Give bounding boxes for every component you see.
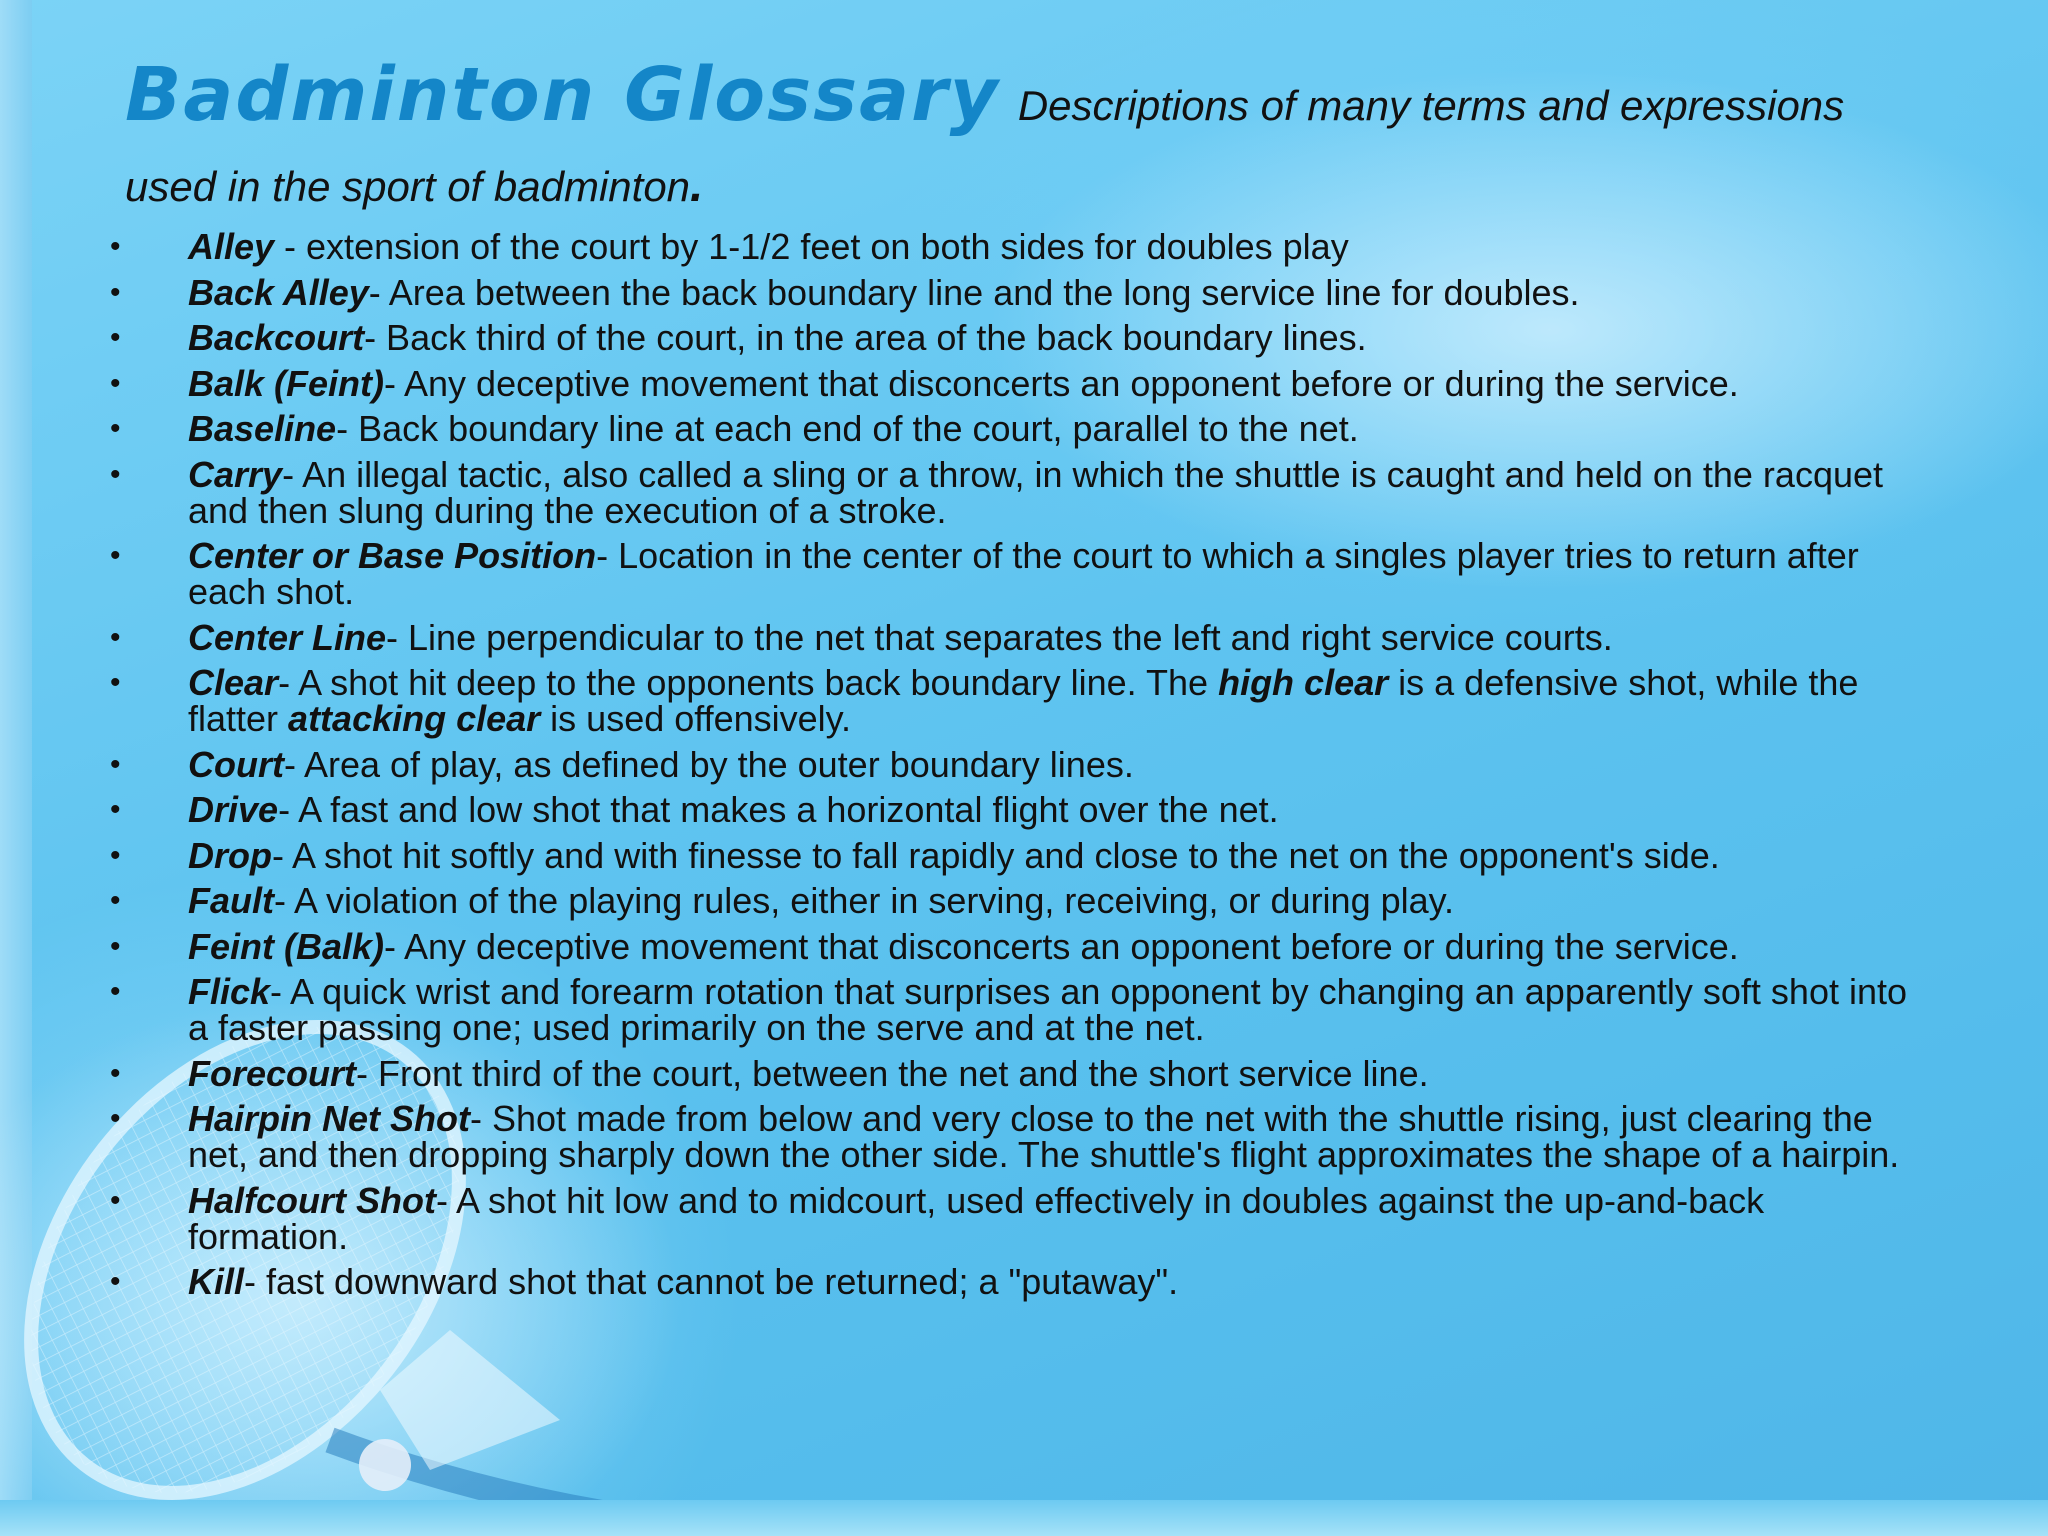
subtitle-part-2: used in the sport of badminton [125, 163, 691, 210]
bullet-icon: • [110, 412, 121, 445]
term-label: Center Line [188, 616, 387, 658]
bullet-icon: • [110, 1056, 121, 1090]
glossary-item-alley [110, 226, 1930, 267]
term-definition: - Shot made from below and very close to the net with the shuttle rising, just clearing the net, and then dropping sharply down the other side. The shuttle's flight approximates the shape of a hairpin. [188, 1098, 1900, 1175]
term-definition: - A quick wrist and forearm rotation that surprises an opponent by changing an apparently soft shot into a faster passing one; used primarily on the serve and at the net. [188, 971, 1908, 1048]
bullet-icon: • [110, 838, 121, 872]
glossary-item-center-position [110, 535, 1930, 612]
term-definition: - A fast and low shot that makes a horizontal flight over the net. [278, 789, 1279, 830]
bullet-icon: • [110, 321, 121, 354]
bullet-icon: • [110, 1183, 121, 1217]
bullet-icon: • [110, 975, 121, 1008]
term-label: Drop [188, 834, 272, 876]
bullet-icon: • [110, 929, 121, 963]
term-definition: - An illegal tactic, also called a sling or a throw, in which the shuttle is caught and held on the racquet and then slung during the execution of a stroke. [188, 453, 1884, 531]
glossary-item-back-alley [110, 271, 1930, 313]
bullet-icon: • [110, 793, 121, 826]
glossary-item-feint [110, 925, 1930, 967]
bullet-icon: • [110, 884, 121, 917]
glossary-item-halfcourt-shot [110, 1179, 1930, 1257]
term-label: Backcourt [188, 317, 365, 358]
glossary-item-balk [110, 362, 1930, 404]
term-label: Alley [188, 226, 275, 267]
term-definition: - Back third of the court, in the area of the back boundary lines. [364, 317, 1367, 358]
glossary-list [110, 226, 1930, 1310]
term-definition-mid: is a defensive shot, while the flatter [188, 662, 1859, 739]
bullet-icon: • [110, 275, 121, 309]
bullet-icon: • [110, 366, 121, 400]
term-definition: - Area between the back boundary line and the long service line for doubles. [368, 271, 1580, 313]
term-label: Court [188, 743, 284, 785]
page-title: Badminton Glossary [125, 52, 1000, 138]
term-definition: - Location in the center of the court to which a singles player tries to return after each shot. [188, 535, 1859, 612]
term-label: Fault [188, 880, 274, 921]
bullet-icon: • [110, 230, 121, 263]
glossary-item-fault [110, 880, 1930, 921]
glossary-item-carry [110, 453, 1930, 531]
bullet-icon: • [110, 666, 121, 699]
term-definition: - Line perpendicular to the net that separates the left and right service courts. [386, 616, 1613, 658]
bullet-icon: • [110, 539, 121, 572]
term-label: Forecourt [188, 1052, 357, 1094]
glossary-item-center-line [110, 616, 1930, 658]
term-definition: - Any deceptive movement that disconcerts an opponent before or during the service. [384, 925, 1739, 967]
bullet-icon: • [110, 1265, 121, 1298]
bullet-icon: • [110, 620, 121, 654]
subtitle-part-1: Descriptions of many terms and expressions [1017, 82, 1845, 129]
term-definition: - Any deceptive movement that disconcerts an opponent before or during the service. [384, 362, 1739, 404]
term-label: Flick [188, 971, 271, 1012]
glossary-item-backcourt [110, 317, 1930, 358]
term-label: Hairpin Net Shot [188, 1098, 471, 1139]
glossary-item-flick [110, 971, 1930, 1048]
glossary-item-kill [110, 1261, 1930, 1302]
term-label: Feint (Balk) [188, 925, 385, 967]
term-definition: - A shot hit softly and with finesse to fall rapidly and close to the net on the opponent's side. [272, 834, 1720, 876]
title-line [125, 52, 1945, 138]
glossary-item-drop [110, 834, 1930, 876]
term-label: Back Alley [188, 271, 369, 313]
subtitle-period: . [690, 159, 704, 212]
term-definition: - A shot hit low and to midcourt, used effectively in doubles against the up-and-back formation. [188, 1179, 1765, 1257]
term-highlight-high-clear: high clear [1218, 662, 1389, 703]
term-definition: - A shot hit deep to the opponents back boundary line. The [278, 662, 1219, 703]
term-definition: - extension of the court by 1-1/2 feet on both sides for doubles play [274, 226, 1349, 267]
term-definition: - Front third of the court, between the net and the short service line. [356, 1052, 1429, 1094]
term-label: Kill [188, 1261, 245, 1302]
term-definition: - A violation of the playing rules, either in serving, receiving, or during play. [274, 880, 1454, 921]
bullet-icon: • [110, 457, 121, 491]
subtitle-part-2-line [125, 158, 1945, 213]
term-label: Balk (Feint) [188, 362, 385, 404]
term-label: Baseline [188, 408, 337, 449]
term-label: Carry [188, 453, 283, 495]
glossary-item-drive [110, 789, 1930, 830]
glossary-item-hairpin-net-shot [110, 1098, 1930, 1175]
term-definition: - Area of play, as defined by the outer boundary lines. [283, 743, 1134, 785]
term-label: Drive [188, 789, 279, 830]
glossary-item-court [110, 743, 1930, 785]
term-definition-end: is used offensively. [540, 698, 852, 739]
glossary-item-baseline [110, 408, 1930, 449]
title-block [125, 52, 1945, 213]
term-label: Halfcourt Shot [188, 1179, 436, 1221]
bullet-icon: • [110, 1102, 121, 1135]
glossary-item-forecourt [110, 1052, 1930, 1094]
term-definition: - Back boundary line at each end of the court, parallel to the net. [336, 408, 1359, 449]
glossary-item-clear [110, 662, 1930, 739]
term-label: Center or Base Position [188, 535, 597, 576]
bottom-edge-strip [0, 1500, 2048, 1536]
term-highlight-attacking-clear: attacking clear [288, 698, 541, 739]
bullet-icon: • [110, 747, 121, 781]
term-definition: - fast downward shot that cannot be returned; a "putaway". [244, 1261, 1179, 1302]
term-label: Clear [188, 662, 279, 703]
